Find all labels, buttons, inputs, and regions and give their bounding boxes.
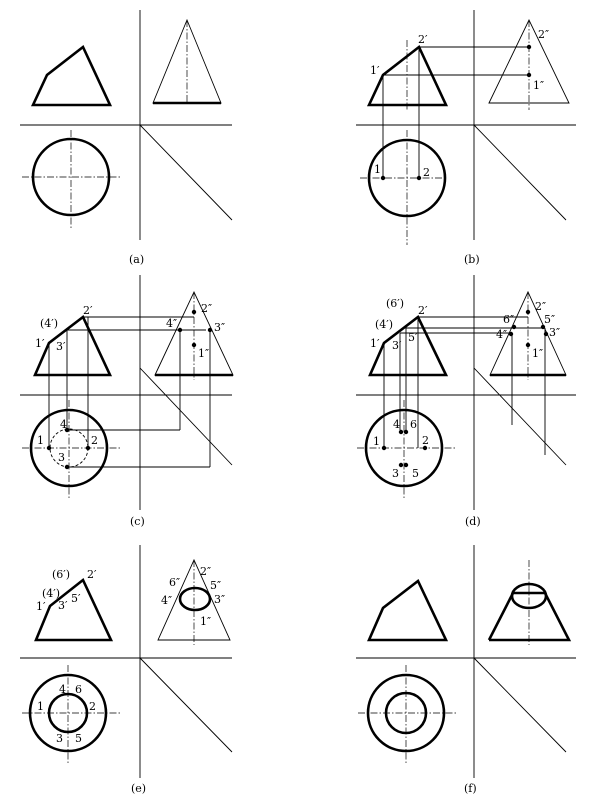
label-6s: 6″	[503, 313, 515, 326]
label-3t: 3	[392, 467, 399, 480]
label-3f: 3′	[392, 339, 402, 352]
label-1s: 1″	[198, 347, 210, 360]
point-2t	[417, 176, 421, 180]
point-1s	[527, 73, 531, 77]
label-5t: 5	[412, 467, 419, 480]
panel-c	[20, 275, 233, 528]
label-6t: 6	[410, 418, 417, 431]
caption-f: (f)	[464, 782, 477, 795]
front-view-truncated-cone	[33, 47, 110, 105]
panel-b	[356, 10, 576, 266]
label-2s: 2″	[538, 28, 550, 41]
point-2s	[527, 45, 531, 49]
miter-line	[140, 658, 232, 752]
label-5f: 5′	[71, 592, 81, 605]
point-5t	[404, 463, 408, 467]
label-1s: 1″	[200, 615, 212, 628]
caption-d: (d)	[465, 515, 481, 528]
point-6t	[404, 430, 408, 434]
label-5t: 5	[75, 732, 82, 745]
label-6f: (6′)	[52, 568, 71, 581]
point-3t	[399, 463, 403, 467]
label-4f: (4′)	[375, 318, 394, 331]
label-2t: 2	[91, 434, 98, 447]
label-1f: 1′	[370, 337, 380, 350]
caption-b: (b)	[464, 253, 480, 266]
caption-a: (a)	[129, 253, 145, 266]
label-2t: 2	[423, 166, 430, 179]
label-2f: 2′	[418, 33, 428, 46]
panel-f	[356, 545, 576, 795]
side-view-hole-ellipse	[180, 588, 210, 610]
miter-line	[140, 125, 232, 220]
panel-a	[20, 10, 232, 266]
point-3s	[544, 332, 548, 336]
point-1s	[192, 343, 196, 347]
label-4t: 4	[60, 418, 67, 431]
label-6t: 6	[75, 683, 82, 696]
label-1f: 1′	[35, 337, 45, 350]
caption-c: (c)	[130, 515, 145, 528]
label-2s: 2″	[201, 302, 213, 315]
label-1t: 1	[37, 434, 44, 447]
panel-e	[20, 545, 232, 795]
label-2s: 2″	[535, 300, 547, 313]
label-2s: 2″	[200, 565, 212, 578]
point-1t	[47, 446, 51, 450]
panel-d	[356, 275, 576, 528]
point-4s	[178, 328, 182, 332]
label-5s: 5″	[544, 313, 556, 326]
label-1s: 1″	[532, 347, 544, 360]
miter-line	[474, 368, 566, 465]
label-2f: 2′	[83, 304, 93, 317]
point-2s	[192, 310, 196, 314]
label-4t: 4	[59, 683, 66, 696]
label-3s: 3″	[214, 593, 226, 606]
label-1t: 1	[373, 435, 380, 448]
label-2f: 2′	[87, 568, 97, 581]
label-3s: 3″	[214, 321, 226, 334]
caption-e: (e)	[131, 782, 147, 795]
label-4s: 4″	[496, 328, 508, 341]
label-4s: 4″	[166, 317, 178, 330]
point-3t	[65, 465, 69, 469]
point-1s	[526, 343, 530, 347]
miter-line	[474, 658, 566, 752]
label-4s: 4″	[161, 594, 173, 607]
label-1s: 1″	[533, 79, 545, 92]
label-3t: 3	[56, 732, 63, 745]
label-1t: 1	[374, 163, 381, 176]
label-3t: 3	[58, 451, 65, 464]
label-3f: 3′	[58, 599, 68, 612]
miter-line	[140, 368, 232, 465]
label-6s: 6″	[169, 576, 181, 589]
label-4f: (4′)	[42, 587, 61, 600]
label-6f: (6′)	[386, 297, 405, 310]
label-1f: 1′	[36, 600, 46, 613]
point-1t	[382, 446, 386, 450]
label-2f: 2′	[418, 304, 428, 317]
label-2t: 2	[422, 434, 429, 447]
label-3s: 3″	[549, 326, 561, 339]
label-4t: 4	[393, 418, 400, 431]
point-2t	[86, 446, 90, 450]
point-1t	[381, 176, 385, 180]
miter-line	[474, 125, 566, 220]
label-5f: 5′	[408, 331, 418, 344]
point-4s	[509, 332, 513, 336]
front-view-truncated-cone	[369, 47, 446, 105]
label-4f: (4′)	[40, 317, 59, 330]
front-view-truncated-cone	[369, 581, 446, 640]
label-1f: 1′	[370, 64, 380, 77]
label-1t: 1	[37, 700, 44, 713]
label-3f: 3′	[56, 340, 66, 353]
label-2t: 2	[89, 700, 96, 713]
point-3s	[208, 328, 212, 332]
point-2s	[526, 310, 530, 314]
label-5s: 5″	[210, 579, 222, 592]
